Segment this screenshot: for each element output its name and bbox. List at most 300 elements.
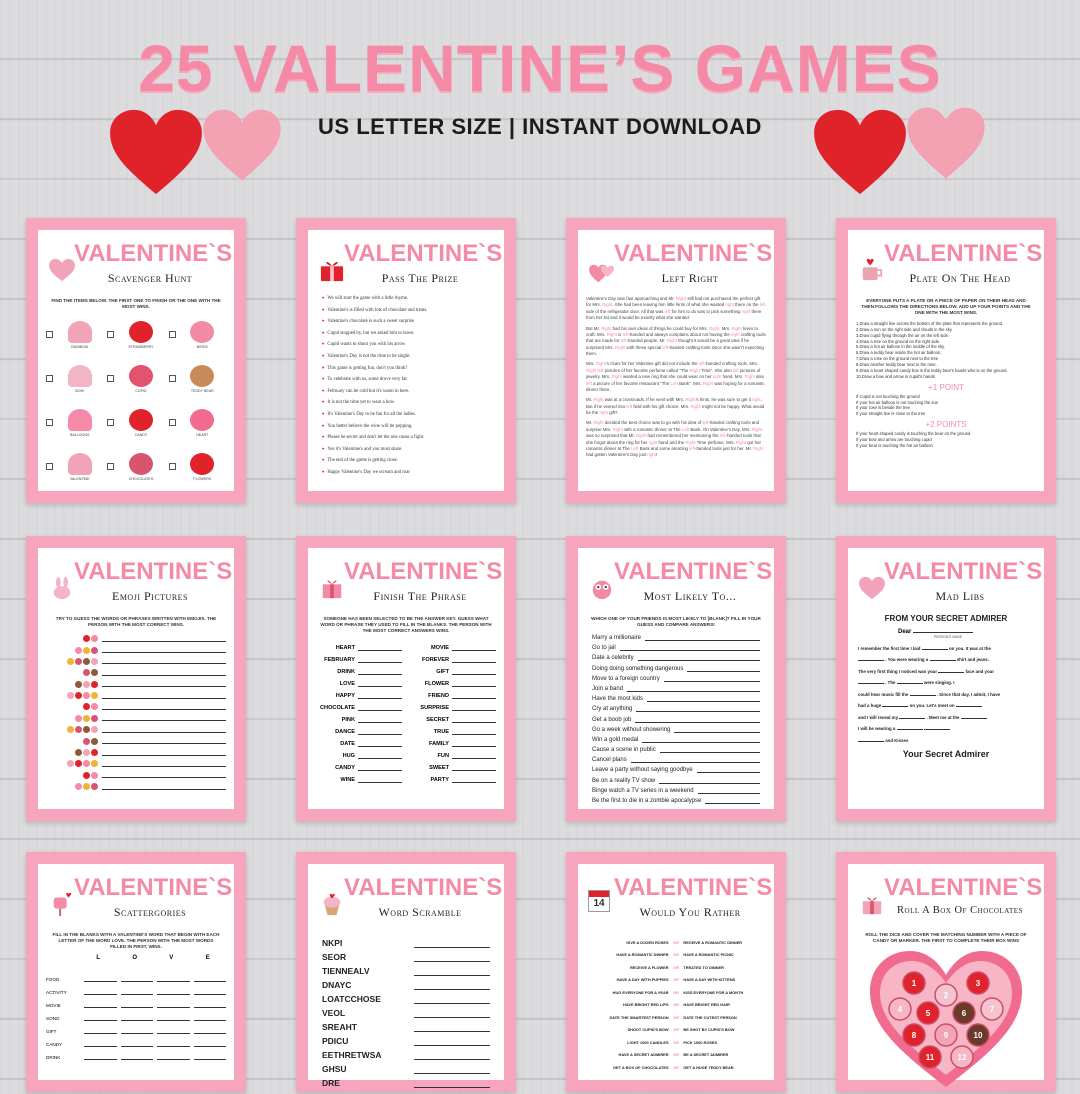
rhyme-line <box>322 377 490 389</box>
answer-line[interactable] <box>414 984 490 990</box>
phrase-word: MOVIE <box>430 644 449 651</box>
answer-line[interactable] <box>102 693 226 699</box>
chocolate-piece[interactable] <box>919 1046 941 1068</box>
card-word-scramble[interactable] <box>296 852 516 1092</box>
answer-line[interactable] <box>84 1054 117 1060</box>
chocolate-number: 6 <box>961 1008 967 1018</box>
scramble-row <box>322 1074 490 1088</box>
answer-line[interactable] <box>121 1054 154 1060</box>
answer-line[interactable] <box>452 729 496 735</box>
card-scavenger-hunt[interactable] <box>26 218 246 503</box>
emoji-icon <box>75 760 82 767</box>
rule-item: If your straight line is close to the tree <box>856 411 926 417</box>
answer-line[interactable] <box>414 1012 490 1018</box>
answer-line[interactable] <box>194 1041 227 1047</box>
calendar-icon: 14 <box>588 890 610 912</box>
scavenger-item <box>46 315 103 355</box>
answer-line[interactable] <box>157 1041 190 1047</box>
phrase-row <box>316 723 402 735</box>
scatter-row <box>46 1047 226 1060</box>
chocolate-piece[interactable] <box>935 984 957 1006</box>
card-finish-the-phrase[interactable] <box>296 536 516 821</box>
answer-line[interactable] <box>358 741 402 747</box>
option-b: HAVE A DAY WITH KITTENS <box>683 977 736 983</box>
banner-title: 25 VALENTINE’S GAMES <box>138 31 942 105</box>
checkbox[interactable] <box>107 375 114 382</box>
answer-line[interactable] <box>194 989 227 995</box>
card-subtitle: Pass The Prize <box>381 271 459 285</box>
red-heart-icon <box>812 108 908 196</box>
answer-line[interactable] <box>358 681 402 687</box>
phrase-row <box>316 759 402 771</box>
answer-line[interactable] <box>84 976 117 982</box>
answer-line[interactable] <box>102 727 226 733</box>
item-label: CHOCOLATES <box>128 476 154 481</box>
card-instructions: ROLL THE DICE AND COVER THE MATCHING NUMBER WITH A PIECE OF CANDY OR MARKER. THE FIRST TO COMPLETE THEIR BOX WINS <box>865 932 1027 943</box>
phrase-word: TRUE <box>433 728 449 735</box>
answer-line[interactable] <box>358 645 402 651</box>
answer-line[interactable] <box>358 717 402 723</box>
card-subtitle: Most Likely To... <box>643 589 737 603</box>
rather-row <box>586 986 766 999</box>
card-title: VALENTINE`S <box>344 240 503 267</box>
item-picture <box>56 409 103 437</box>
scavenger-item <box>169 403 226 443</box>
category-label: SONG <box>46 1015 60 1021</box>
option-b: GET A HUGE TEDDY BEAR <box>683 1064 734 1070</box>
answer-line[interactable] <box>452 753 496 759</box>
rule-item: If your rose is beside the tree <box>856 405 910 411</box>
heart-bullet-icon: ♥ <box>322 318 325 324</box>
checkbox[interactable] <box>107 463 114 470</box>
card-title: VALENTINE`S <box>74 240 233 267</box>
one-point-rules <box>856 394 1036 418</box>
emoji-icon <box>91 681 98 688</box>
answer-line[interactable] <box>414 1026 490 1032</box>
answer-line[interactable] <box>358 765 402 771</box>
answer-line[interactable] <box>638 655 760 661</box>
scavenger-item <box>107 403 164 443</box>
answer-line[interactable] <box>358 729 402 735</box>
answer-line[interactable] <box>157 1028 190 1034</box>
emoji-puzzle-row <box>46 735 226 746</box>
answer-line[interactable] <box>102 772 226 778</box>
answer-line[interactable] <box>645 635 760 641</box>
checkbox[interactable] <box>46 375 53 382</box>
likely-row <box>592 765 760 775</box>
card-left-right[interactable] <box>566 218 786 503</box>
answer-line[interactable] <box>121 1015 154 1021</box>
card-would-you-rather[interactable] <box>566 852 786 1092</box>
likely-text: Go a week without showering <box>592 726 671 733</box>
answer-line[interactable] <box>102 738 226 744</box>
card-roll-a-box-of-chocolates[interactable] <box>836 852 1056 1092</box>
emoji-icon <box>75 749 82 756</box>
scramble-row <box>322 962 490 976</box>
emoji-puzzle-row <box>46 758 226 769</box>
category-label: CANDY <box>46 1041 63 1047</box>
phrase-word: WINE <box>340 776 355 783</box>
card-instructions: WHICH ONE OF YOUR FRIENDS IS MOST LIKELY TO [BLANK]? FILL IN YOUR GUESS AND COMPARE ANSWERS! <box>591 616 761 627</box>
answer-line[interactable] <box>627 686 760 692</box>
present-icon <box>318 576 346 600</box>
rhyme-line <box>322 319 490 331</box>
card-subtitle: Word Scramble <box>378 905 462 919</box>
likely-text: Get a boob job <box>592 716 632 723</box>
answer-line[interactable] <box>358 669 402 675</box>
emoji-icon <box>91 658 98 665</box>
answer-line[interactable] <box>452 693 496 699</box>
answer-line[interactable] <box>121 989 154 995</box>
category-label: GIFT <box>46 1028 57 1034</box>
scrambled-word: TIENNEALV <box>322 966 370 976</box>
checkbox[interactable] <box>46 331 53 338</box>
answer-line[interactable] <box>674 727 760 733</box>
emoji-clue <box>46 760 98 767</box>
rhyme-line <box>322 296 490 308</box>
story-paragraph: But Mr. Right had his own ideas of things he could buy for Mrs. Right. Mrs. Right loves to craft. Mrs. Right is left-handed and always complains about not having the right crafting tools that are made for left-handed people. Mr. Right thought it would be a great idea if he surprised Mrs. Right with these special left-handed crafting tools since she wasn't expecting them. <box>586 325 766 356</box>
heart-bullet-icon: ♥ <box>322 295 325 300</box>
chocolate-piece[interactable] <box>903 1024 925 1046</box>
answer-line[interactable] <box>452 681 496 687</box>
emoji-icon <box>91 760 98 767</box>
answer-line[interactable] <box>414 942 490 948</box>
emoji-icon <box>67 692 74 699</box>
answer-line[interactable] <box>194 1015 227 1021</box>
phrase-row <box>316 663 402 675</box>
likely-row <box>592 735 760 745</box>
answer-line[interactable] <box>358 657 402 663</box>
answer-line[interactable] <box>194 1028 227 1034</box>
checkbox[interactable] <box>107 419 114 426</box>
answer-line[interactable] <box>414 998 490 1004</box>
answer-line[interactable] <box>636 706 760 712</box>
rhyme-line <box>322 412 490 424</box>
phrase-word: CANDY <box>335 764 355 771</box>
emoji-icon <box>91 635 98 642</box>
likely-row <box>592 714 760 724</box>
phrase-word: HUG <box>342 752 355 759</box>
item-shape <box>129 365 153 387</box>
phrase-row <box>316 639 402 651</box>
likely-row <box>592 776 760 786</box>
chocolate-piece[interactable] <box>935 1024 957 1046</box>
scatter-row <box>46 1008 226 1021</box>
likely-row <box>592 745 760 755</box>
checkbox[interactable] <box>107 331 114 338</box>
answer-line[interactable] <box>620 645 760 651</box>
answer-line[interactable] <box>452 705 496 711</box>
emoji-clue <box>46 681 98 688</box>
card-subtitle: Mad Libs <box>935 589 985 603</box>
emoji-icon <box>83 772 90 779</box>
item-label: BIRDS <box>196 344 208 349</box>
emoji-icon <box>83 647 90 654</box>
emoji-puzzle-row <box>46 644 226 655</box>
scramble-row <box>322 1032 490 1046</box>
answer-line[interactable] <box>157 1054 190 1060</box>
scavenger-item <box>107 447 164 487</box>
answer-line[interactable] <box>84 1015 117 1021</box>
cupcake-icon <box>318 892 346 916</box>
scrambled-word: GHSU <box>322 1064 347 1074</box>
chocolate-piece[interactable] <box>917 1002 939 1024</box>
answer-line[interactable] <box>659 778 760 784</box>
answer-line[interactable] <box>705 798 760 804</box>
emoji-icon <box>67 726 74 733</box>
chocolate-number: 2 <box>943 990 949 1000</box>
emoji-clue <box>46 692 98 699</box>
scramble-row <box>322 934 490 948</box>
card-title: VALENTINE`S <box>344 874 503 901</box>
scramble-row <box>322 1046 490 1060</box>
answer-line[interactable] <box>121 1002 154 1008</box>
emoji-puzzle-row <box>46 656 226 667</box>
chocolate-piece[interactable] <box>967 1024 989 1046</box>
answer-line[interactable] <box>194 1054 227 1060</box>
phrase-word: CHOCOLATE <box>319 704 355 711</box>
item-picture <box>56 365 103 393</box>
answer-line[interactable] <box>452 765 496 771</box>
hearts-icon <box>588 262 616 286</box>
rhyme-line <box>322 458 490 470</box>
story-paragraph: Mr. Right decided the best choice was to go with his idea of left-handed crafting tools and surprise Mrs. Right with a romantic dinner at The Left Bank. On Valentine's Day, Mrs. Right was so surprised that Mr. Right had remembered her mentioning the left-handed tools that she forgot about the ring for her right hand and the Right Time perfume. Mrs. Right got her romantic dinner at The Left Bank and some amazing left-handed tools just for her. Mr. Right had gotten Valentine's Day just right! <box>586 420 764 458</box>
answer-line[interactable] <box>102 784 226 790</box>
answer-line[interactable] <box>452 777 496 783</box>
answer-line[interactable] <box>102 681 226 687</box>
answer-line[interactable] <box>664 676 760 682</box>
rhyme-text: To celebrate with us, some drove very far. <box>327 377 408 383</box>
answer-line[interactable] <box>414 1068 490 1074</box>
answer-line[interactable] <box>121 976 154 982</box>
answer-line[interactable] <box>102 750 226 756</box>
phrase-word: HAPPY <box>335 692 355 699</box>
answer-line[interactable] <box>84 1041 117 1047</box>
answer-line[interactable] <box>102 704 226 710</box>
rhyme-text: This game is getting fun, don't you think? <box>327 365 408 371</box>
checkbox[interactable] <box>46 463 53 470</box>
category-label: MOVIE <box>46 1002 61 1008</box>
checkbox[interactable] <box>169 331 176 338</box>
card-emoji-pictures[interactable] <box>26 536 246 821</box>
answer-line[interactable] <box>647 696 760 702</box>
checkbox[interactable] <box>169 463 176 470</box>
card-subtitle: Left Right <box>661 271 719 285</box>
scavenger-item <box>107 315 164 355</box>
checkbox[interactable] <box>169 419 176 426</box>
rhyme-text: You better believe the wine will be popping. <box>327 423 413 429</box>
card-mad-libs[interactable] <box>836 536 1056 821</box>
item-shape <box>68 453 92 475</box>
item-label: CANDY <box>134 432 148 437</box>
answer-line[interactable] <box>452 669 496 675</box>
item-picture <box>179 321 226 349</box>
answer-line[interactable] <box>642 737 760 743</box>
likely-text: Join a band <box>592 685 624 692</box>
scrambled-word: EETHRETWSA <box>322 1050 382 1060</box>
madlibs-person-label: PERSON'S NAME <box>934 635 962 639</box>
or-label: OR <box>673 977 679 983</box>
chocolate-piece[interactable] <box>981 998 1003 1020</box>
likely-text: Date a celebrity <box>592 655 634 662</box>
answer-line[interactable] <box>84 1028 117 1034</box>
letter-header: E <box>205 954 210 961</box>
answer-line[interactable] <box>660 747 760 753</box>
checkbox[interactable] <box>169 375 176 382</box>
answer-line[interactable] <box>84 989 117 995</box>
likely-text: Be on a reality TV show <box>592 777 656 784</box>
answer-line[interactable] <box>687 666 760 672</box>
rather-row <box>586 1011 766 1024</box>
chocolate-number: 11 <box>925 1052 935 1062</box>
scramble-row <box>322 1060 490 1074</box>
two-points-heading: +2 POINTS <box>925 420 967 430</box>
answer-line[interactable] <box>414 1040 490 1046</box>
answer-line[interactable] <box>414 1082 490 1088</box>
rhyme-line <box>322 354 490 366</box>
likely-row <box>592 664 760 674</box>
answer-line[interactable] <box>414 1054 490 1060</box>
rhyme-text: Valentine's chocolate is such a sweet surprise <box>327 319 415 325</box>
emoji-icon <box>83 703 90 710</box>
answer-line[interactable] <box>452 645 496 651</box>
chocolate-piece[interactable] <box>903 972 925 994</box>
likely-text: Marry a millionaire <box>592 635 642 642</box>
item-picture <box>179 409 226 437</box>
rhyme-text: February can be cold but it's warm in here. <box>327 388 410 394</box>
likely-text: Cry at anything <box>592 706 633 713</box>
card-pass-the-prize[interactable] <box>296 218 516 503</box>
answer-line[interactable] <box>194 1002 227 1008</box>
rather-row <box>586 961 766 974</box>
rhyme-text: It is not the time yet to wear a bow. <box>327 400 396 406</box>
chocolate-piece[interactable] <box>889 998 911 1020</box>
answer-line[interactable] <box>157 1015 190 1021</box>
phrase-row <box>316 675 402 687</box>
answer-line[interactable] <box>102 761 226 767</box>
phrase-row <box>410 675 496 687</box>
emoji-icon <box>83 726 90 733</box>
answer-line[interactable] <box>358 693 402 699</box>
checkbox[interactable] <box>46 419 53 426</box>
answer-line[interactable] <box>452 741 496 747</box>
emoji-icon <box>91 783 98 790</box>
step-item: 6.Draw a teddy bear inside the hot air balloon. <box>856 350 942 356</box>
card-subtitle: Plate On The Head <box>909 271 1011 285</box>
item-picture <box>56 453 103 481</box>
category-label: DRINK <box>46 1054 61 1060</box>
answer-line[interactable] <box>414 956 490 962</box>
card-subtitle: Scattergories <box>113 905 187 919</box>
answer-line[interactable] <box>102 670 226 676</box>
scrambled-word: SREAHT <box>322 1022 357 1032</box>
scatter-row <box>46 1021 226 1034</box>
answer-line[interactable] <box>102 636 226 642</box>
step-item: 3.Draw cupid flying through the air on the left side. <box>856 332 950 338</box>
emoji-clue <box>46 749 98 756</box>
pink-heart-icon <box>858 576 886 600</box>
answer-line[interactable] <box>697 767 760 773</box>
chocolate-piece[interactable] <box>967 972 989 994</box>
answer-line[interactable] <box>102 658 226 664</box>
card-subtitle: Scavenger Hunt <box>107 271 193 285</box>
answer-line[interactable] <box>157 1002 190 1008</box>
card-scattergories[interactable] <box>26 852 246 1092</box>
step-item: 8.Draw another teddy bear next to the rose. <box>856 362 937 368</box>
answer-line[interactable] <box>121 1028 154 1034</box>
card-subtitle: Emoji Pictures <box>111 589 188 603</box>
phrase-word: PINK <box>341 716 355 723</box>
card-title: VALENTINE`S <box>884 240 1043 267</box>
item-picture <box>179 365 226 393</box>
option-a: GET A BOX OF CHOCOLATES <box>612 1064 669 1070</box>
answer-line[interactable] <box>358 705 402 711</box>
rather-row <box>586 1049 766 1062</box>
scrambled-word: PDICU <box>322 1036 349 1046</box>
option-b: HAVE A ROMANTIC PICNIC <box>683 952 734 958</box>
card-plate-on-the-head[interactable] <box>836 218 1056 503</box>
answer-line[interactable] <box>414 970 490 976</box>
card-title: VALENTINE`S <box>884 558 1043 585</box>
item-label: CUPID <box>135 388 147 393</box>
answer-line[interactable] <box>194 976 227 982</box>
rather-row <box>586 999 766 1012</box>
answer-line[interactable] <box>358 753 402 759</box>
scavenger-item <box>46 403 103 443</box>
chocolate-piece[interactable] <box>951 1046 973 1068</box>
answer-line[interactable] <box>121 1041 154 1047</box>
heart-bullet-icon: ♥ <box>322 329 325 335</box>
answer-line[interactable] <box>631 757 760 763</box>
option-b: HAVE BRIGHT RED HAIR <box>683 1002 730 1008</box>
or-label: OR <box>673 1002 679 1008</box>
emoji-clue <box>46 783 98 790</box>
likely-text: Move to a foreign country <box>592 675 660 682</box>
card-title: VALENTINE`S <box>74 558 233 585</box>
heart-bullet-icon: ♥ <box>322 468 325 474</box>
item-picture <box>179 453 226 481</box>
answer-line[interactable] <box>157 976 190 982</box>
answer-line[interactable] <box>452 717 496 723</box>
answer-line[interactable] <box>102 715 226 721</box>
bunny-icon <box>48 576 76 600</box>
gift-box-icon <box>858 892 886 916</box>
letter-header: L <box>96 954 101 961</box>
likely-text: Win a gold medal <box>592 736 639 743</box>
card-most-likely-to[interactable] <box>566 536 786 821</box>
heart-bullet-icon: ♥ <box>322 422 325 428</box>
answer-line[interactable] <box>84 1002 117 1008</box>
rhyme-text: The end of the game is getting close. <box>327 458 398 464</box>
answer-line[interactable] <box>102 647 226 653</box>
item-shape <box>190 453 214 475</box>
phrase-row <box>410 747 496 759</box>
answer-line[interactable] <box>358 777 402 783</box>
heart-bullet-icon: ♥ <box>322 341 325 347</box>
answer-line[interactable] <box>635 717 760 723</box>
or-label: OR <box>673 1064 679 1070</box>
answer-line[interactable] <box>157 989 190 995</box>
step-item: 4.Draw a tree on the ground on the right side. <box>856 338 941 344</box>
answer-line[interactable] <box>452 657 496 663</box>
answer-line[interactable] <box>698 788 760 794</box>
emoji-puzzle-row <box>46 770 226 781</box>
card-title: VALENTINE`S <box>74 874 233 901</box>
step-item: 2.Draw a sun on the right side and clouds in the sky <box>856 326 952 332</box>
coffee-mug-icon <box>858 258 886 282</box>
story-text <box>586 296 766 459</box>
chocolate-piece[interactable] <box>953 1002 975 1024</box>
